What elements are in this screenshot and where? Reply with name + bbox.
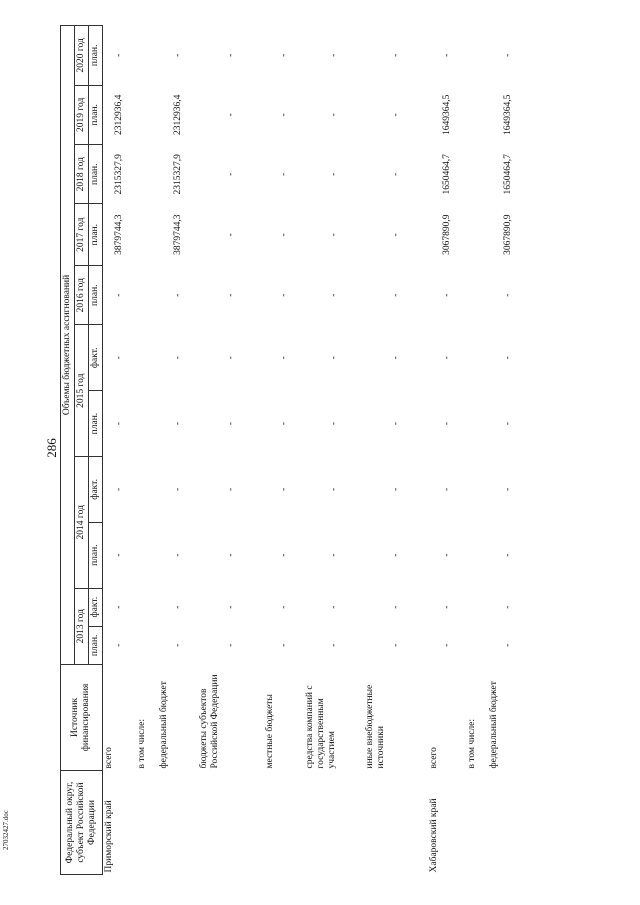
- value-cell: -: [390, 293, 401, 297]
- value-cell: [466, 391, 488, 457]
- header-plan: план.: [88, 26, 102, 86]
- header-plan: план.: [88, 204, 102, 266]
- value-cell: -: [328, 643, 339, 647]
- document-id: 27032427.doc: [2, 810, 10, 850]
- value-cell: -: [172, 293, 183, 297]
- value-cell: -: [225, 113, 236, 117]
- value-cell: [466, 265, 488, 324]
- value-cell: -: [172, 422, 183, 426]
- value-cell: -: [225, 553, 236, 557]
- value-cell: -: [390, 422, 401, 426]
- value-cell: -: [390, 643, 401, 647]
- table-row: [488, 26, 528, 875]
- value-cell: 1649364,5: [441, 94, 452, 136]
- value-cell: -: [502, 487, 513, 491]
- value-cell: -: [278, 113, 289, 117]
- header-plan: план.: [88, 145, 102, 204]
- value-cell: -: [114, 356, 125, 360]
- value-cell: 1650464,7: [502, 154, 513, 195]
- source-cell: в том числе:: [467, 718, 478, 769]
- value-cell: -: [278, 643, 289, 647]
- region-cell: Приморский край: [103, 800, 114, 873]
- value-cell: [466, 325, 488, 391]
- region-cell: [198, 771, 264, 875]
- value-cell: -: [390, 233, 401, 237]
- region-cell: [488, 771, 528, 875]
- value-cell: -: [441, 605, 452, 609]
- value-cell: -: [328, 605, 339, 609]
- value-cell: -: [114, 293, 125, 297]
- source-cell: федеральный бюджет: [489, 681, 500, 769]
- value-cell: -: [441, 422, 452, 426]
- value-cell: [136, 626, 158, 664]
- value-cell: -: [114, 605, 125, 609]
- source-cell: в том числе:: [137, 718, 148, 769]
- value-cell: -: [172, 553, 183, 557]
- value-cell: -: [328, 233, 339, 237]
- source-cell: всего: [429, 747, 440, 769]
- header-plan: план.: [88, 265, 102, 324]
- budget-table: [60, 25, 528, 875]
- table-row: [136, 26, 158, 875]
- value-cell: 2312936,4: [114, 94, 125, 136]
- header-year: 2019 год: [74, 85, 88, 144]
- value-cell: -: [172, 487, 183, 491]
- value-cell: -: [225, 356, 236, 360]
- region-cell: [136, 771, 158, 875]
- value-cell: -: [390, 605, 401, 609]
- value-cell: -: [502, 356, 513, 360]
- value-cell: 2315327,9: [172, 154, 183, 195]
- value-cell: -: [225, 487, 236, 491]
- value-cell: -: [502, 53, 513, 57]
- region-cell: Хабаровский край: [429, 798, 440, 873]
- header-region: Федеральный округ, субъект Российской Федерации: [61, 771, 103, 875]
- value-cell: -: [328, 422, 339, 426]
- value-cell: -: [225, 422, 236, 426]
- value-cell: -: [225, 53, 236, 57]
- value-cell: -: [225, 643, 236, 647]
- value-cell: -: [390, 356, 401, 360]
- value-cell: -: [390, 172, 401, 176]
- value-cell: -: [328, 293, 339, 297]
- value-cell: -: [225, 172, 236, 176]
- value-cell: -: [390, 553, 401, 557]
- header-year: 2014 год: [74, 456, 88, 588]
- header-plan: план.: [88, 391, 102, 457]
- value-cell: -: [441, 293, 452, 297]
- value-cell: 2315327,9: [114, 154, 125, 195]
- value-cell: 2312936,4: [172, 94, 183, 136]
- table-row: [158, 26, 198, 875]
- table-row: [364, 26, 428, 875]
- rotated-table-container: [60, 25, 620, 875]
- value-cell: -: [502, 605, 513, 609]
- region-cell: [466, 771, 488, 875]
- region-cell: [364, 771, 428, 875]
- source-cell: иные внебюджетные источники: [365, 684, 387, 769]
- value-cell: [136, 85, 158, 144]
- value-cell: -: [328, 113, 339, 117]
- value-cell: -: [225, 293, 236, 297]
- table-row: [304, 26, 364, 875]
- header-plan: план.: [88, 85, 102, 144]
- source-cell: местные бюджеты: [265, 694, 276, 769]
- value-cell: -: [278, 553, 289, 557]
- source-cell: бюджеты субъектов Российской Федерации: [199, 674, 221, 769]
- value-cell: -: [390, 113, 401, 117]
- source-cell: федеральный бюджет: [159, 681, 170, 769]
- header-year: 2018 год: [74, 145, 88, 204]
- value-cell: -: [278, 233, 289, 237]
- value-cell: -: [390, 487, 401, 491]
- table-row: [264, 26, 304, 875]
- value-cell: -: [114, 487, 125, 491]
- value-cell: [466, 456, 488, 522]
- value-cell: 3067890,9: [502, 214, 513, 255]
- header-volumes: Объемы бюджетных ассигнований: [61, 26, 75, 665]
- region-cell: [158, 771, 198, 875]
- value-cell: [136, 204, 158, 266]
- value-cell: [136, 456, 158, 522]
- value-cell: -: [502, 643, 513, 647]
- table-row: [466, 26, 488, 875]
- value-cell: [466, 145, 488, 204]
- header-fact: факт.: [88, 588, 102, 626]
- header-year: 2013 год: [74, 588, 88, 664]
- value-cell: -: [278, 356, 289, 360]
- value-cell: -: [328, 487, 339, 491]
- value-cell: -: [172, 643, 183, 647]
- value-cell: -: [441, 553, 452, 557]
- value-cell: [466, 204, 488, 266]
- value-cell: [136, 26, 158, 86]
- value-cell: -: [502, 422, 513, 426]
- value-cell: -: [328, 356, 339, 360]
- value-cell: -: [441, 356, 452, 360]
- value-cell: -: [278, 487, 289, 491]
- header-fact: факт.: [88, 325, 102, 391]
- value-cell: -: [114, 53, 125, 57]
- header-plan: план.: [88, 522, 102, 588]
- value-cell: -: [278, 172, 289, 176]
- value-cell: -: [225, 605, 236, 609]
- value-cell: -: [114, 553, 125, 557]
- value-cell: -: [328, 553, 339, 557]
- header-source: Источник финансирования: [61, 664, 103, 770]
- value-cell: 3879744,3: [172, 214, 183, 255]
- value-cell: [136, 522, 158, 588]
- value-cell: -: [114, 422, 125, 426]
- value-cell: -: [172, 356, 183, 360]
- region-cell: [304, 771, 364, 875]
- value-cell: 1649364,5: [502, 94, 513, 136]
- value-cell: -: [328, 172, 339, 176]
- region-cell: [264, 771, 304, 875]
- header-year: 2015 год: [74, 325, 88, 457]
- header-year: 2016 год: [74, 265, 88, 324]
- value-cell: -: [502, 293, 513, 297]
- value-cell: -: [278, 53, 289, 57]
- table-row: [428, 26, 466, 875]
- value-cell: -: [278, 605, 289, 609]
- header-year: 2020 год: [74, 26, 88, 86]
- value-cell: 3067890,9: [441, 214, 452, 255]
- value-cell: [136, 265, 158, 324]
- value-cell: [136, 145, 158, 204]
- source-cell: всего: [103, 747, 114, 769]
- value-cell: 3879744,3: [114, 214, 125, 255]
- value-cell: [136, 325, 158, 391]
- value-cell: [466, 85, 488, 144]
- value-cell: [136, 588, 158, 626]
- table-row: [102, 26, 136, 875]
- value-cell: -: [278, 422, 289, 426]
- value-cell: -: [172, 53, 183, 57]
- value-cell: -: [502, 553, 513, 557]
- source-cell: средства компаний с государственным участием: [305, 685, 338, 769]
- value-cell: -: [390, 53, 401, 57]
- value-cell: -: [441, 643, 452, 647]
- value-cell: -: [172, 605, 183, 609]
- table-header: [61, 26, 103, 875]
- header-fact: факт.: [88, 456, 102, 522]
- value-cell: -: [328, 53, 339, 57]
- header-year: 2017 год: [74, 204, 88, 266]
- header-plan: план.: [88, 626, 102, 664]
- value-cell: [466, 626, 488, 664]
- value-cell: -: [278, 293, 289, 297]
- value-cell: [136, 391, 158, 457]
- value-cell: -: [225, 233, 236, 237]
- value-cell: -: [114, 643, 125, 647]
- page-number: 286: [43, 438, 59, 458]
- value-cell: [466, 588, 488, 626]
- value-cell: -: [441, 53, 452, 57]
- value-cell: 1650464,7: [441, 154, 452, 195]
- table-row: [198, 26, 264, 875]
- table-body: [102, 26, 528, 875]
- value-cell: [466, 26, 488, 86]
- value-cell: -: [441, 487, 452, 491]
- value-cell: [466, 522, 488, 588]
